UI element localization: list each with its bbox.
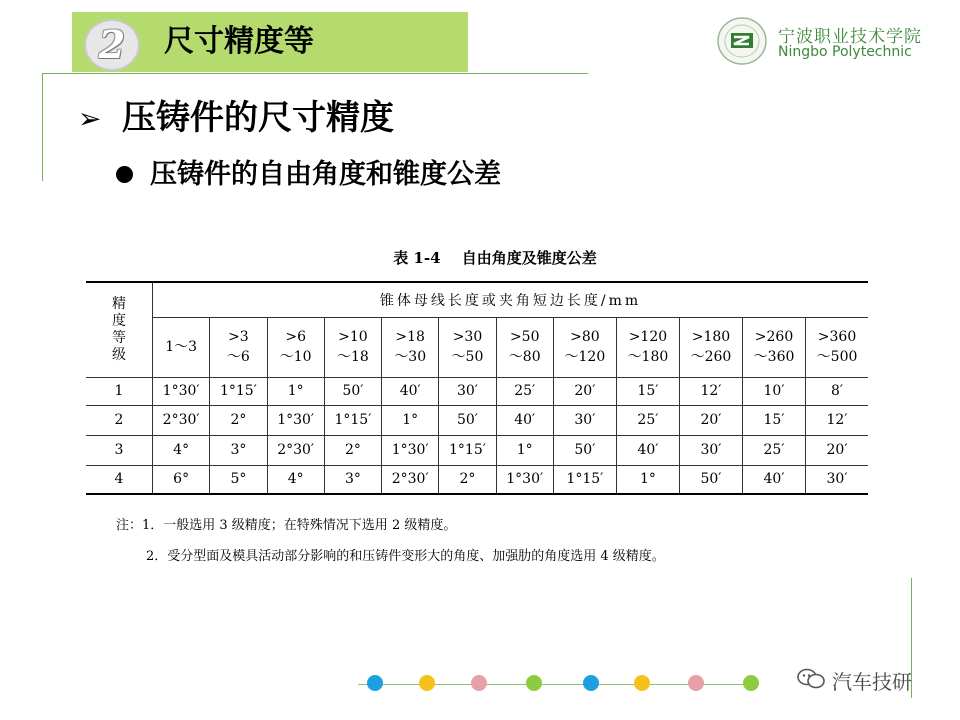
tolerance-cell: 15′ — [616, 377, 679, 405]
footer-dot — [419, 675, 435, 691]
table-row — [86, 435, 868, 465]
tolerance-cell: 30′ — [439, 377, 496, 405]
tolerance-cell: 1°30′ — [267, 405, 324, 435]
tolerance-cell: 12′ — [806, 405, 868, 435]
left-accent-line — [42, 73, 43, 181]
range-header-cell: >18 ～30 — [382, 317, 439, 377]
table-caption — [0, 247, 960, 268]
tolerance-cell: 1°15′ — [553, 465, 616, 494]
grade-header-char: 级 — [112, 346, 126, 363]
range-header-cell: >180 ～260 — [679, 317, 742, 377]
tolerance-cell: 20′ — [806, 435, 868, 465]
tolerance-cell: 1°30′ — [153, 377, 210, 405]
tolerance-cell: 2°30′ — [267, 435, 324, 465]
tolerance-cell: 2° — [210, 405, 267, 435]
range-header-cell: >360 ～500 — [806, 317, 868, 377]
section-number-badge — [84, 19, 140, 71]
school-logo-icon — [716, 16, 768, 66]
table-row — [86, 405, 868, 435]
tolerance-cell: 1°30′ — [382, 435, 439, 465]
tolerance-cell: 20′ — [679, 405, 742, 435]
table-note: 注：1．一般选用 3 级精度；在特殊情况下选用 2 级精度。 — [116, 518, 457, 533]
tolerance-cell: 1°15′ — [210, 377, 267, 405]
footer-divider — [358, 684, 744, 685]
tolerance-cell: 10′ — [743, 377, 806, 405]
tolerance-cell: 40′ — [382, 377, 439, 405]
table-caption-title: 自由角度及锥度公差 — [461, 249, 597, 267]
tolerance-cell: 4° — [153, 435, 210, 465]
tolerance-cell: 2° — [439, 465, 496, 494]
tolerance-cell: 1°30′ — [496, 465, 553, 494]
footer-dot — [367, 675, 383, 691]
tolerance-cell: 12′ — [679, 377, 742, 405]
grade-header-char: 等 — [112, 329, 126, 346]
school-name-en: Ningbo Polytechnic — [778, 44, 912, 60]
bullet-subheading: 压铸件的自由角度和锥度公差 — [150, 159, 501, 190]
tolerance-cell: 25′ — [496, 377, 553, 405]
range-header-cell: >6 ～10 — [267, 317, 324, 377]
bullet-heading: 压铸件的尺寸精度 — [122, 98, 394, 138]
tolerance-cell: 30′ — [806, 465, 868, 494]
grade-header-char: 精 — [112, 295, 126, 312]
footer-dot — [471, 675, 487, 691]
round-bullet-icon — [116, 166, 133, 183]
tolerance-cell: 3° — [210, 435, 267, 465]
range-header-row — [86, 317, 868, 377]
range-header-cell: >50 ～80 — [496, 317, 553, 377]
table-row — [86, 465, 868, 494]
range-header-cell: >120 ～180 — [616, 317, 679, 377]
length-group-header: 锥体母线长度或夹角短边长度/mm — [153, 282, 869, 317]
range-header-cell: >80 ～120 — [553, 317, 616, 377]
tolerance-cell: 50′ — [439, 405, 496, 435]
grade-cell: 4 — [86, 465, 153, 494]
tolerance-cell: 20′ — [553, 377, 616, 405]
grade-header-char: 度 — [112, 312, 126, 329]
grade-cell: 1 — [86, 377, 153, 405]
range-header-cell: >260 ～360 — [743, 317, 806, 377]
tolerance-cell: 50′ — [679, 465, 742, 494]
tolerance-cell: 1°15′ — [324, 405, 381, 435]
tolerance-cell: 1° — [267, 377, 324, 405]
tolerance-cell: 50′ — [553, 435, 616, 465]
table-note: 2．受分型面及模具活动部分影响的和压铸件变形大的角度、加强肋的角度选用 4 级精度。 — [146, 549, 665, 564]
wechat-icon — [796, 667, 826, 691]
tolerance-cell: 15′ — [743, 405, 806, 435]
header-divider — [42, 73, 588, 74]
tolerance-cell: 30′ — [679, 435, 742, 465]
tolerance-cell: 6° — [153, 465, 210, 494]
footer-dot — [688, 675, 704, 691]
tolerance-table — [86, 281, 868, 495]
tolerance-cell: 1° — [496, 435, 553, 465]
tolerance-cell: 50′ — [324, 377, 381, 405]
grade-header-cell — [86, 282, 153, 377]
footer-dot — [583, 675, 599, 691]
grade-cell: 2 — [86, 405, 153, 435]
table-caption-number: 表 1-4 — [393, 249, 441, 267]
range-header-cell: >3 ～6 — [210, 317, 267, 377]
range-header-cell: 1～3 — [153, 317, 210, 377]
footer-dot — [526, 675, 542, 691]
school-name-cn: 宁波职业技术学院 — [778, 27, 922, 47]
section-number: 2 — [98, 22, 126, 67]
tolerance-cell: 1° — [382, 405, 439, 435]
tolerance-cell: 40′ — [496, 405, 553, 435]
table-row — [86, 377, 868, 405]
footer-dot — [634, 675, 650, 691]
watermark-text: 汽车技研 — [832, 670, 912, 694]
tolerance-cell: 5° — [210, 465, 267, 494]
tolerance-cell: 3° — [324, 465, 381, 494]
tolerance-cell: 25′ — [743, 435, 806, 465]
tolerance-cell: 30′ — [553, 405, 616, 435]
tolerance-cell: 1°15′ — [439, 435, 496, 465]
table-header-row — [86, 282, 868, 317]
tolerance-cell: 2° — [324, 435, 381, 465]
tolerance-cell: 4° — [267, 465, 324, 494]
arrow-bullet-icon: ➢ — [78, 102, 102, 135]
tolerance-cell: 2°30′ — [382, 465, 439, 494]
tolerance-cell: 2°30′ — [153, 405, 210, 435]
footer-dot — [743, 675, 759, 691]
tolerance-cell: 40′ — [616, 435, 679, 465]
tolerance-cell: 40′ — [743, 465, 806, 494]
range-header-cell: >10 ～18 — [324, 317, 381, 377]
tolerance-cell: 1° — [616, 465, 679, 494]
range-header-cell: >30 ～50 — [439, 317, 496, 377]
tolerance-cell: 25′ — [616, 405, 679, 435]
tolerance-cell: 8′ — [806, 377, 868, 405]
section-title: 尺寸精度等 — [164, 24, 314, 59]
grade-cell: 3 — [86, 435, 153, 465]
